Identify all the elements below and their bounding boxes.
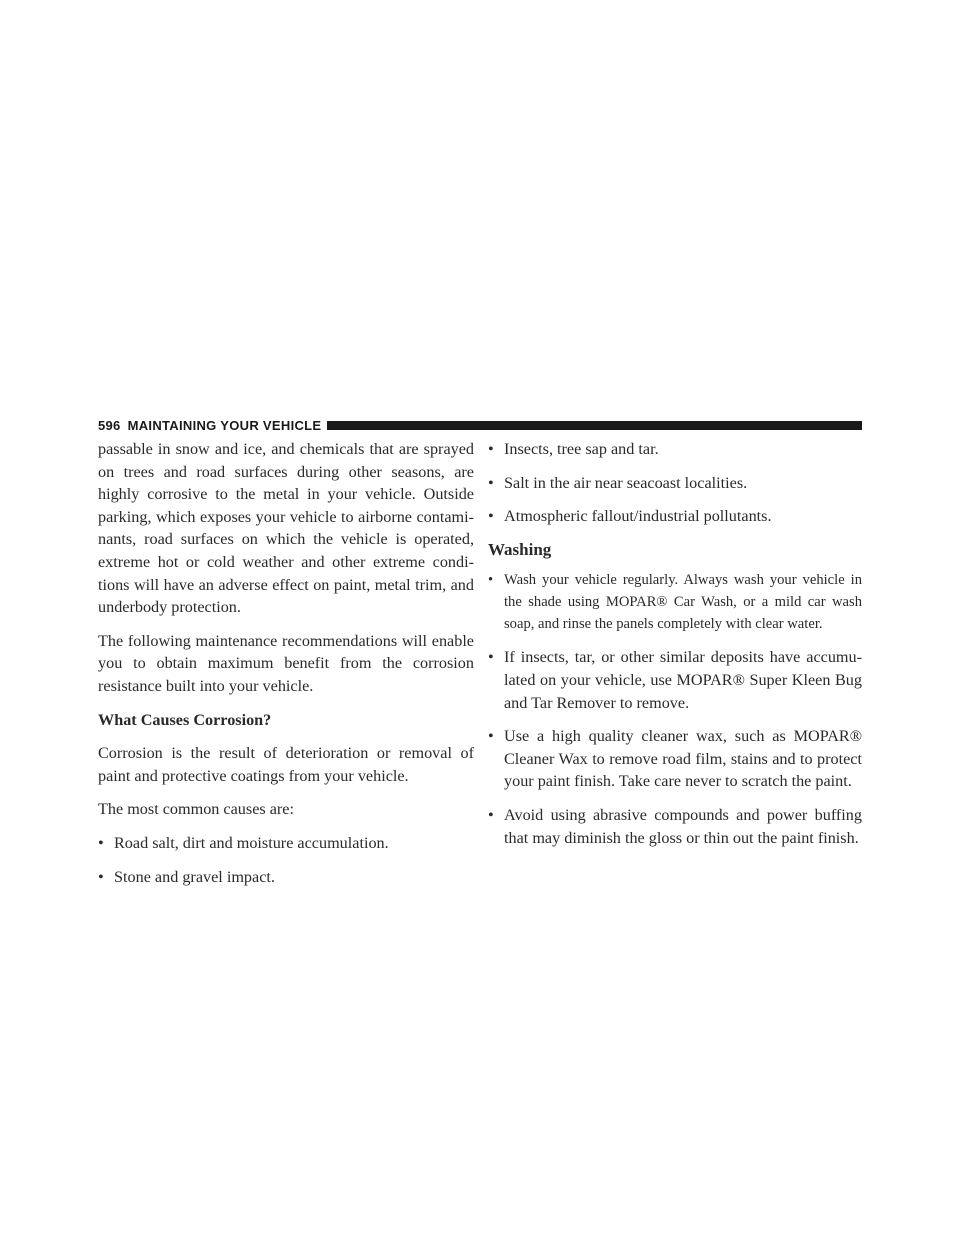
right-column [488,438,862,860]
list-item [488,646,862,714]
paragraph-maintenance-recommendations: The following maintenance recommendations will enable you to obtain maximum benefit from the corrosion resistance built into your vehicle. [98,631,474,695]
paragraph-common-causes-intro: The most common causes are: [98,800,294,819]
list-item [488,569,862,635]
causes-list-continued [488,438,862,528]
page-number: 596 [98,417,121,433]
bullet-icon: • [488,572,494,589]
list-item-text: Use a high quality cleaner wax, such as MOPAR® Cleaner Wax to remove road film, stains and to protect your paint finish. Take care never to scratch the paint. [504,727,862,791]
list-item-text: Salt in the air near seacoast localities. [504,473,748,492]
bullet-icon: • [98,833,104,852]
list-item-text: Atmospheric fallout/industrial pollutants. [504,507,772,526]
list-item-text: Road salt, dirt and moisture accumulation. [114,833,389,852]
heading-what-causes-corrosion: What Causes Corrosion? [98,710,272,729]
causes-list [98,832,474,888]
list-item [488,472,862,495]
bullet-icon: • [488,805,494,824]
list-item-text: Avoid using abrasive compounds and power buffing that may diminish the gloss or thin out the paint finish. [504,805,862,847]
section-title: MAINTAINING YOUR VEHICLE [127,417,322,433]
list-item-text: If insects, tar, or other similar deposits have accumu-lated on your vehicle, use MOPAR® Super Kleen Bug and Tar Remover to remove. [504,648,862,712]
list-item [488,505,862,528]
paragraph-corrosive-chemicals: passable in snow and ice, and chemicals that are sprayed on trees and road surfaces during other seasons, are highly corrosive to the metal in your vehicle. Outside parking, which exposes your vehicle to airborne contami-nants, road surfaces on which the vehicle is operated, extreme hot or cold weather and other extreme condi-tions will have an adverse effect on paint, metal trim, and underbody protection. [98,440,474,617]
left-column [98,438,474,899]
bullet-icon: • [488,507,494,526]
bullet-icon: • [488,440,494,458]
list-item [98,866,474,889]
bullet-icon: • [98,867,104,886]
header-rule [327,421,862,430]
list-item [98,832,474,855]
list-item-text: Stone and gravel impact. [114,867,275,886]
heading-washing: Washing [488,539,552,559]
bullet-icon: • [488,648,494,667]
paragraph-corrosion-definition: Corrosion is the result of deterioration or removal of paint and protective coatings from your vehicle. [98,744,474,785]
list-item-text: Wash your vehicle regularly. Always wash your vehicle in the shade using MOPAR® Car Wash, or a mild car wash soap, and rinse the panels completely with clear water. [504,572,862,633]
list-item [488,725,862,793]
list-item [488,804,862,849]
washing-list [488,569,862,849]
bullet-icon: • [488,727,494,746]
bullet-icon: • [488,473,494,492]
list-item [488,438,862,461]
page-header [98,416,862,434]
list-item-text: Insects, tree sap and tar. [504,440,659,458]
